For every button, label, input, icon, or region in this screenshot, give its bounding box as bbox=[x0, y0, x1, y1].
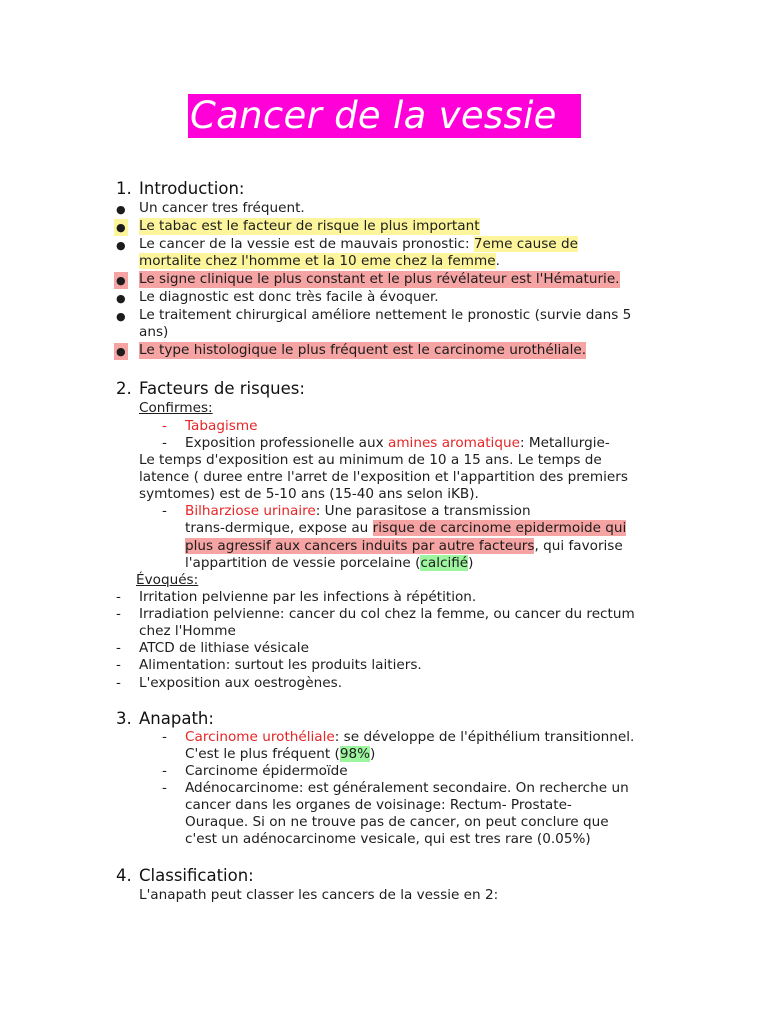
section-heading-classification bbox=[116, 866, 254, 886]
list-item: Le diagnostic est donc très facile à évoquer. bbox=[139, 289, 439, 305]
highlighted-text: 7eme cause de bbox=[473, 236, 578, 252]
highlighted-text: risque de carcinome epidermoide qui bbox=[372, 520, 627, 536]
list-item-text: : se développe de l'épithélium transitionnel. bbox=[334, 729, 635, 745]
highlighted-text: mortalite chez l'homme et la 10 eme chez la femme bbox=[139, 253, 496, 269]
page-title: Cancer de la vessie bbox=[188, 94, 581, 138]
dash-marker: - bbox=[162, 763, 167, 779]
section-heading-introduction bbox=[116, 179, 244, 199]
dash-marker: - bbox=[162, 418, 167, 434]
list-item: L'exposition aux oestrogènes. bbox=[139, 675, 343, 691]
paragraph-line: symtomes) est de 5-10 ans (15-40 ans selon iKB). bbox=[139, 486, 479, 502]
bullet-marker: ● bbox=[116, 310, 126, 323]
highlighted-text: plus agressif aux cancers induits par autre facteurs bbox=[185, 538, 535, 554]
dash-marker: - bbox=[116, 606, 121, 622]
list-item-text: trans-dermique, expose au bbox=[185, 520, 373, 536]
list-item: Carcinome épidermoïde bbox=[185, 763, 348, 779]
dash-marker: - bbox=[116, 675, 121, 691]
bullet-marker: ● bbox=[116, 345, 126, 358]
subheading-confirmes: Confirmes: bbox=[139, 400, 213, 416]
red-text: Bilharziose urinaire bbox=[185, 503, 316, 519]
list-item: Le traitement chirurgical améliore nettement le pronostic (survie dans 5 bbox=[139, 307, 632, 323]
dash-marker: - bbox=[116, 657, 121, 673]
red-text: Carcinome urothéliale bbox=[185, 729, 335, 745]
list-item-continuation bbox=[185, 538, 623, 555]
list-item: Adénocarcinome: est généralement secondaire. On recherche un bbox=[185, 780, 629, 796]
list-item bbox=[185, 503, 531, 520]
list-item: Le tabac est le facteur de risque le plus important bbox=[139, 218, 480, 234]
list-item-text: l'appartition de vessie porcelaine ( bbox=[185, 555, 421, 571]
list-item-text: : Une parasitose a transmission bbox=[315, 503, 531, 519]
list-item bbox=[185, 435, 610, 452]
bullet-marker: ● bbox=[116, 221, 126, 234]
red-text: amines aromatique bbox=[387, 435, 520, 451]
section-number: 4. bbox=[116, 866, 132, 885]
list-item: Le type histologique le plus fréquent est le carcinome urothéliale. bbox=[139, 342, 587, 358]
list-item-text: Exposition professionelle aux bbox=[185, 435, 388, 451]
list-item: Un cancer tres fréquent. bbox=[139, 200, 305, 216]
list-item-continuation bbox=[185, 520, 626, 537]
dash-marker: - bbox=[162, 780, 167, 796]
list-item-text: , qui favorise bbox=[534, 538, 623, 554]
section-title: Introduction: bbox=[139, 179, 245, 198]
list-item: Irritation pelvienne par les infections à répétition. bbox=[139, 589, 477, 605]
dash-marker: - bbox=[116, 640, 121, 656]
dash-marker: - bbox=[116, 589, 121, 605]
bullet-marker: ● bbox=[116, 203, 126, 216]
list-item: ATCD de lithiase vésicale bbox=[139, 640, 309, 656]
bullet-marker: ● bbox=[116, 292, 126, 305]
list-item-text: ) bbox=[370, 746, 376, 762]
list-item-continuation: Ouraque. Si on ne trouve pas de cancer, on peut conclure que bbox=[185, 814, 609, 830]
list-item-continuation: cancer dans les organes de voisinage: Rectum- Prostate- bbox=[185, 797, 572, 813]
section-number: 3. bbox=[116, 709, 132, 728]
list-item-text: C'est le plus fréquent ( bbox=[185, 746, 340, 762]
list-item: Alimentation: surtout les produits laitiers. bbox=[139, 657, 422, 673]
dash-marker: - bbox=[162, 503, 167, 519]
paragraph-line: latence ( duree entre l'arret de l'exposition et l'appartition des premiers bbox=[139, 469, 628, 485]
bullet-marker: ● bbox=[116, 239, 126, 252]
section-title: Classification: bbox=[139, 866, 254, 885]
section-heading-facteurs-de-risques bbox=[116, 379, 305, 399]
section-number: 2. bbox=[116, 379, 132, 398]
bullet-marker: ● bbox=[116, 274, 126, 287]
section-heading-anapath bbox=[116, 709, 214, 729]
paragraph-line: Le temps d'exposition est au minimum de 10 a 15 ans. Le temps de bbox=[139, 452, 602, 468]
list-item: Le signe clinique le plus constant et le plus révélateur est l'Hématurie. bbox=[139, 271, 620, 287]
highlighted-text: calcifié bbox=[420, 555, 469, 571]
list-item-continuation: c'est un adénocarcinome vesicale, qui est tres rare (0.05%) bbox=[185, 831, 591, 847]
paragraph-line: L'anapath peut classer les cancers de la vessie en 2: bbox=[139, 887, 499, 903]
list-item-continuation: chez l'Homme bbox=[139, 623, 236, 639]
list-item: Irradiation pelvienne: cancer du col chez la femme, ou cancer du rectum bbox=[139, 606, 635, 622]
section-title: Facteurs de risques: bbox=[139, 379, 305, 398]
section-title: Anapath: bbox=[139, 709, 214, 728]
section-number: 1. bbox=[116, 179, 132, 198]
list-item bbox=[139, 236, 578, 253]
list-item-continuation bbox=[185, 555, 473, 572]
list-item-text: : Metallurgie- bbox=[519, 435, 610, 451]
highlighted-text: 98% bbox=[339, 746, 371, 762]
list-item-text: Le cancer de la vessie est de mauvais pronostic: bbox=[139, 236, 474, 252]
list-item-text: ) bbox=[468, 555, 474, 571]
list-item-text: . bbox=[495, 253, 500, 269]
subheading-evoques: Évoqués: bbox=[136, 572, 199, 588]
list-item-continuation bbox=[185, 746, 375, 763]
list-item: Tabagisme bbox=[185, 418, 258, 434]
dash-marker: - bbox=[162, 729, 167, 745]
list-item-continuation bbox=[139, 253, 500, 270]
dash-marker: - bbox=[162, 435, 167, 451]
list-item-continuation: ans) bbox=[139, 324, 169, 340]
list-item bbox=[185, 729, 634, 746]
